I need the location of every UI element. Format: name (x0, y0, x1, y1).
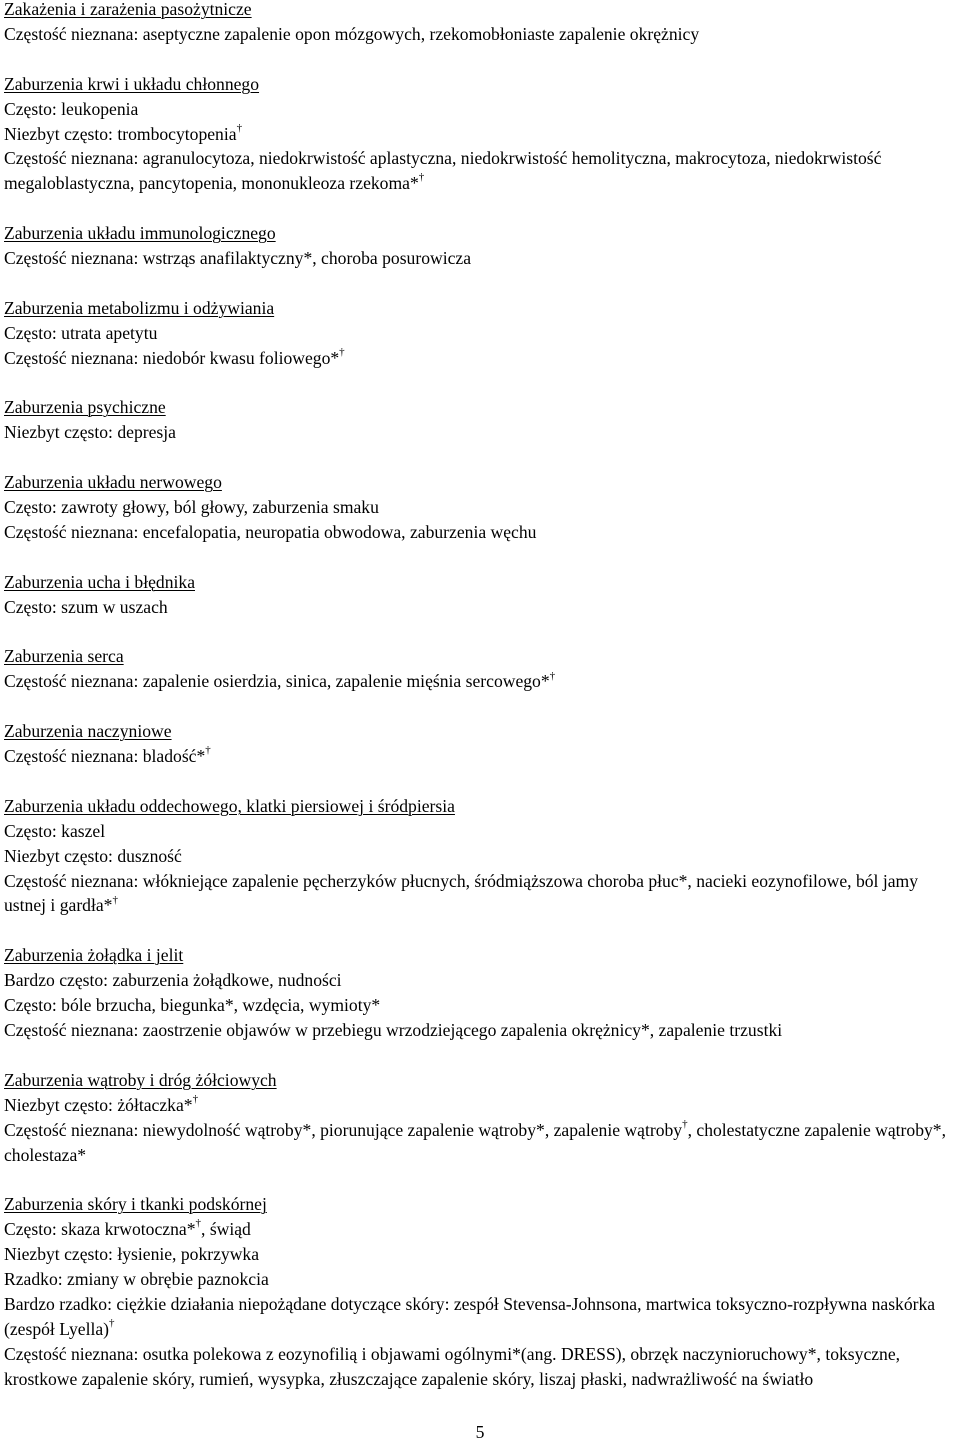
section-line (4, 1018, 960, 1043)
section-heading: Zaburzenia układu nerwowego (4, 472, 222, 493)
section-line (4, 1217, 960, 1242)
section-line (4, 869, 960, 919)
line-text: Częstość nieznana: zaostrzenie objawów w przebiegu wrzodziejącego zapalenia okrężnicy*, zapalenie trzustki (4, 1020, 783, 1040)
line-text: Często: zawroty głowy, ból głowy, zaburzenia smaku (4, 497, 379, 518)
document-body (4, 0, 960, 1416)
section-line (4, 520, 960, 545)
line-text: Częstość nieznana: niewydolność wątroby*, piorunujące zapalenie wątroby*, zapalenie wątroby (4, 1119, 683, 1140)
section-line (4, 346, 960, 371)
section (4, 794, 960, 919)
line-text: Bardzo często: zaburzenia żołądkowe, nudności (4, 970, 342, 991)
section-line (4, 993, 960, 1018)
section-heading: Zaburzenia układu immunologicznego (4, 223, 276, 244)
line-text: Częstość nieznana: osutka polekowa z eozynofilią i objawami ogólnymi*(ang. DRESS), obrzęk naczynioruchowy*, toksyczne, krostkowe zapalenie skóry, rumień, wysypka, złuszczające zapalenie skóry, liszaj płaski, nadwrażliwość na światło (4, 1343, 901, 1389)
section-heading: Zaburzenia naczyniowe (4, 721, 172, 742)
section (4, 570, 960, 620)
line-text: Często: bóle brzucha, biegunka*, wzdęcia, wymioty* (4, 995, 381, 1016)
section-line (4, 321, 960, 346)
section-heading: Zaburzenia krwi i układu chłonnego (4, 73, 260, 94)
section-line (4, 146, 960, 196)
line-text: Niezbyt często: duszność (4, 845, 182, 866)
line-text: Częstość nieznana: aseptyczne zapalenie opon mózgowych, rzekomobłoniaste zapalenie okrężnicy (4, 23, 700, 44)
line-text: Częstość nieznana: włókniejące zapalenie pęcherzyków płucnych, śródmiąższowa choroba płuc*, nacieki eozynofilowe, ból jamy ustnej i gardła* (4, 870, 919, 916)
line-text: Częstość nieznana: niedobór kwasu foliowego* (4, 347, 340, 368)
line-text: Często: skaza krwotoczna* (4, 1219, 196, 1240)
section-heading: Zaburzenia układu oddechowego, klatki piersiowej i śródpiersia (4, 795, 455, 816)
dagger-mark: † (205, 744, 211, 757)
dagger-mark: † (339, 345, 345, 358)
section (4, 72, 960, 197)
section-line (4, 1242, 960, 1267)
section-line (4, 420, 960, 445)
dagger-mark: † (112, 893, 118, 906)
dagger-mark: † (682, 1117, 688, 1130)
line-text: Niezbyt często: żółtaczka* (4, 1094, 193, 1115)
line-text: Niezbyt często: depresja (4, 422, 176, 443)
line-text: Częstość nieznana: wstrząs anafilaktyczny*, choroba posurowicza (4, 248, 472, 269)
line-text: Często: leukopenia (4, 98, 139, 119)
section-line (4, 968, 960, 993)
line-text: Niezbyt często: łysienie, pokrzywka (4, 1244, 260, 1265)
line-text: Częstość nieznana: zapalenie osierdzia, sinica, zapalenie mięśnia sercowego* (4, 671, 550, 692)
dagger-mark: † (195, 1217, 202, 1230)
line-text: Często: szum w uszach (4, 596, 168, 617)
section-heading: Zaburzenia żołądka i jelit (4, 945, 184, 966)
section (4, 470, 960, 545)
section (4, 1192, 960, 1391)
section-line (4, 122, 960, 147)
section-line (4, 495, 960, 520)
section-heading: Zaburzenia metabolizmu i odżywiania (4, 297, 275, 318)
section (4, 644, 960, 694)
section (4, 296, 960, 371)
section (4, 395, 960, 445)
section (4, 1068, 960, 1168)
section (4, 943, 960, 1043)
section-heading: Zaburzenia ucha i błędnika (4, 571, 195, 592)
section-heading: Zaburzenia skóry i tkanki podskórnej (4, 1194, 267, 1215)
line-text: Często: kaszel (4, 820, 106, 841)
section-heading: Zaburzenia wątroby i dróg żółciowych (4, 1069, 277, 1090)
section-line (4, 669, 960, 694)
section-heading: Zakażenia i zarażenia pasożytnicze (4, 0, 252, 19)
page-number: 5 (475, 1422, 485, 1442)
section-line (4, 1342, 960, 1392)
line-text: Rzadko: zmiany w obrębie paznokcia (4, 1269, 269, 1290)
section-line (4, 1093, 960, 1118)
line-text: Bardzo rzadko: ciężkie działania niepożądane dotyczące skóry: zespół Stevensa-Johnsona, martwica toksyczno-rozpływna naskórka (zespół Lyella) (4, 1293, 936, 1339)
section-line (4, 1292, 960, 1342)
dagger-mark: † (549, 669, 556, 682)
section-line (4, 844, 960, 869)
line-text: Częstość nieznana: encefalopatia, neuropatia obwodowa, zaburzenia węchu (4, 521, 537, 542)
dagger-mark: † (192, 1092, 199, 1105)
section-line (4, 1118, 960, 1168)
line-text: , świąd (201, 1219, 251, 1240)
section-line (4, 744, 960, 769)
line-text: Niezbyt często: trombocytopenia (4, 123, 237, 144)
dagger-mark: † (418, 171, 425, 184)
line-text: Częstość nieznana: bladość* (4, 746, 206, 767)
section (4, 0, 960, 47)
section-line (4, 1267, 960, 1292)
section-line (4, 595, 960, 620)
dagger-mark: † (236, 121, 243, 134)
line-text: , cholestatyczne zapalenie wątroby*, cholestaza* (4, 1119, 947, 1165)
section-line (4, 97, 960, 122)
dagger-mark: † (109, 1316, 115, 1329)
section (4, 221, 960, 271)
section-line (4, 246, 960, 271)
line-text: Częstość nieznana: agranulocytoza, niedokrwistość aplastyczna, niedokrwistość hemolityczna, makrocytoza, niedokrwistość megaloblastyczna, pancytopenia, mononukleoza rzekoma* (4, 148, 882, 194)
section (4, 719, 960, 769)
section-heading: Zaburzenia psychiczne (4, 397, 166, 418)
section-line (4, 22, 960, 47)
line-text: Często: utrata apetytu (4, 322, 158, 343)
section-line (4, 819, 960, 844)
section-heading: Zaburzenia serca (4, 646, 124, 667)
